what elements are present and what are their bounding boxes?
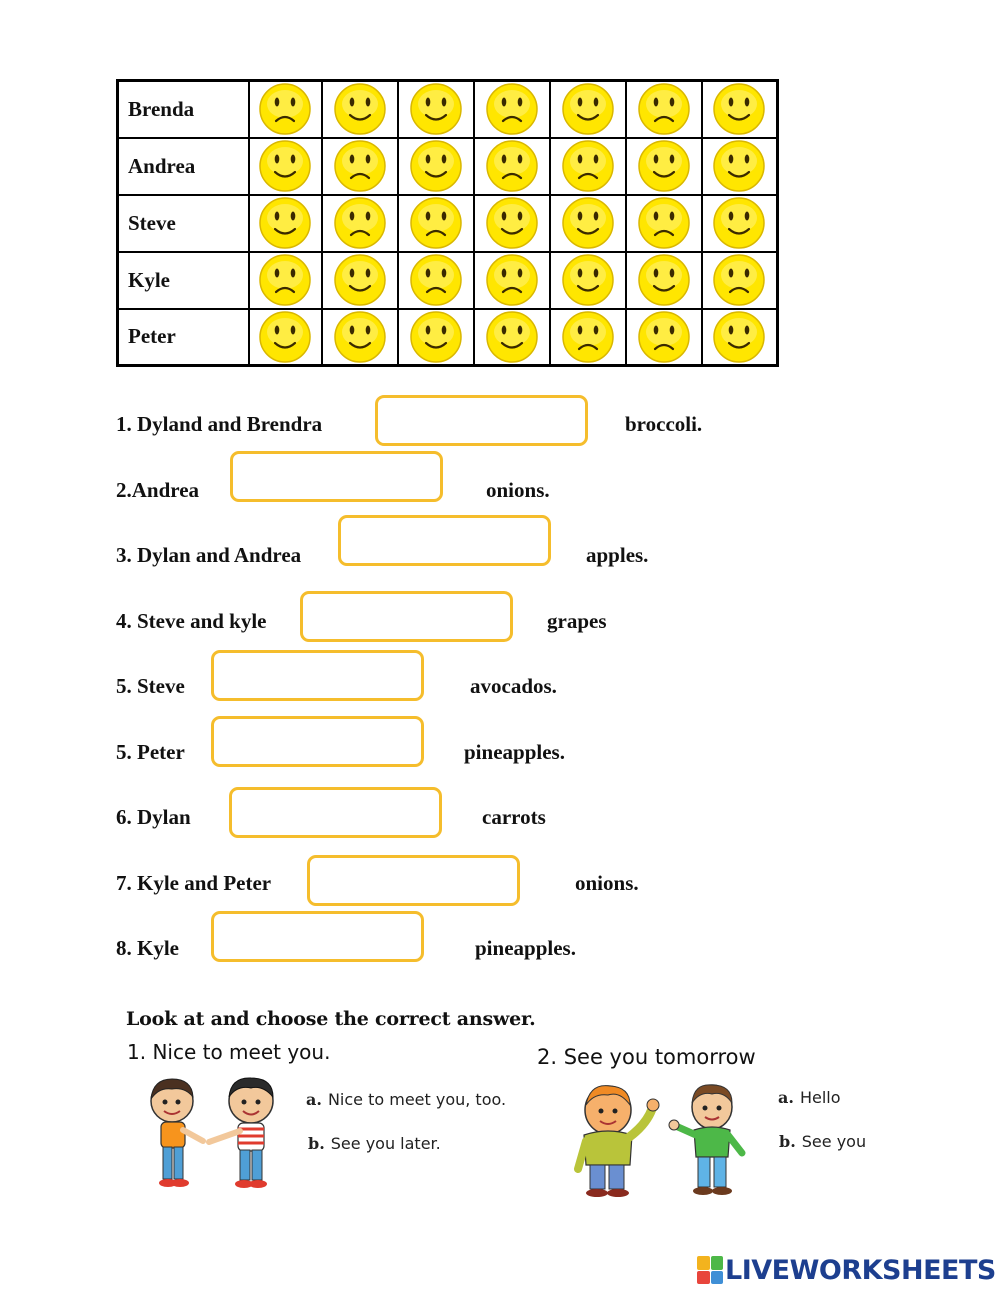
question-8-prefix: 7. Kyle and Peter xyxy=(116,871,272,895)
sad-face-icon xyxy=(333,139,387,193)
liveworksheets-logo[interactable] xyxy=(697,1254,996,1286)
face-cell xyxy=(550,138,626,195)
face-cell xyxy=(702,309,778,366)
sad-face-icon xyxy=(561,139,615,193)
answer-input-4[interactable] xyxy=(300,591,513,642)
face-cell xyxy=(322,252,398,309)
sad-face-icon xyxy=(712,253,766,307)
happy-face-icon xyxy=(712,196,766,250)
table-row xyxy=(118,309,778,366)
happy-face-icon xyxy=(561,82,615,136)
smiley-table xyxy=(116,79,779,367)
option-text: See you later. xyxy=(330,1134,441,1153)
happy-face-icon xyxy=(712,82,766,136)
question-4-suffix: grapes xyxy=(547,609,607,633)
face-cell xyxy=(550,195,626,252)
face-cell xyxy=(322,81,398,138)
question-2-suffix: onions. xyxy=(486,478,550,502)
question-6-prefix: 5. Peter xyxy=(116,740,185,764)
face-cell xyxy=(249,195,322,252)
kids-shaking-hands-illustration xyxy=(145,1075,285,1193)
question-9-suffix: pineapples. xyxy=(475,936,576,960)
sad-face-icon xyxy=(561,310,615,364)
face-cell xyxy=(474,138,550,195)
question-3-suffix: apples. xyxy=(586,543,649,567)
exercise-1-prompt: 1. Nice to meet you. xyxy=(127,1040,331,1064)
face-cell xyxy=(474,81,550,138)
face-cell xyxy=(474,252,550,309)
happy-face-icon xyxy=(333,82,387,136)
happy-face-icon xyxy=(561,196,615,250)
answer-input-3[interactable] xyxy=(338,515,551,566)
happy-face-icon xyxy=(409,310,463,364)
exercise-2-option-a[interactable] xyxy=(778,1088,841,1107)
happy-face-icon xyxy=(712,310,766,364)
answer-input-8[interactable] xyxy=(307,855,520,906)
question-7-suffix: carrots xyxy=(482,805,546,829)
option-text: See you xyxy=(801,1132,867,1151)
face-cell xyxy=(322,309,398,366)
face-cell xyxy=(398,138,474,195)
sad-face-icon xyxy=(485,253,539,307)
exercise-2-prompt: 2. See you tomorrow xyxy=(537,1045,756,1069)
smiley-table-body xyxy=(118,81,778,366)
question-5-prefix: 5. Steve xyxy=(116,674,185,698)
table-row xyxy=(118,138,778,195)
sad-face-icon xyxy=(258,253,312,307)
face-cell xyxy=(626,309,702,366)
option-letter: b. xyxy=(779,1132,796,1151)
kids-waving-illustration xyxy=(570,1083,755,1199)
face-cell xyxy=(249,138,322,195)
happy-face-icon xyxy=(485,310,539,364)
face-cell xyxy=(626,252,702,309)
happy-face-icon xyxy=(409,82,463,136)
student-name: Andrea xyxy=(118,138,249,195)
option-letter: b. xyxy=(308,1134,325,1153)
face-cell xyxy=(702,252,778,309)
sad-face-icon xyxy=(637,82,691,136)
sad-face-icon xyxy=(485,139,539,193)
happy-face-icon xyxy=(485,196,539,250)
answer-input-9[interactable] xyxy=(211,911,424,962)
face-cell xyxy=(398,81,474,138)
logo-square xyxy=(711,1271,724,1285)
happy-face-icon xyxy=(637,139,691,193)
exercise-1-option-a[interactable] xyxy=(306,1090,506,1109)
table-row xyxy=(118,252,778,309)
question-9-prefix: 8. Kyle xyxy=(116,936,179,960)
face-cell xyxy=(702,138,778,195)
answer-input-7[interactable] xyxy=(229,787,442,838)
question-1-suffix: broccoli. xyxy=(625,412,703,436)
face-cell xyxy=(249,252,322,309)
answer-input-5[interactable] xyxy=(211,650,424,701)
face-cell xyxy=(398,252,474,309)
student-name: Kyle xyxy=(118,252,249,309)
face-cell xyxy=(626,195,702,252)
student-name: Brenda xyxy=(118,81,249,138)
happy-face-icon xyxy=(409,139,463,193)
sad-face-icon xyxy=(333,196,387,250)
happy-face-icon xyxy=(258,310,312,364)
option-letter: a. xyxy=(778,1088,794,1107)
happy-face-icon xyxy=(333,310,387,364)
face-cell xyxy=(550,252,626,309)
student-name: Peter xyxy=(118,309,249,366)
question-6-suffix: pineapples. xyxy=(464,740,565,764)
face-cell xyxy=(550,81,626,138)
happy-face-icon xyxy=(258,139,312,193)
logo-square xyxy=(697,1271,710,1285)
question-5-suffix: avocados. xyxy=(470,674,557,698)
happy-face-icon xyxy=(712,139,766,193)
happy-face-icon xyxy=(561,253,615,307)
face-cell xyxy=(322,138,398,195)
question-1-prefix: 1. Dyland and Brendra xyxy=(116,412,323,436)
logo-text: LIVEWORKSHEETS xyxy=(725,1254,996,1286)
face-cell xyxy=(249,81,322,138)
face-cell xyxy=(702,81,778,138)
logo-square xyxy=(697,1256,710,1270)
face-cell xyxy=(474,195,550,252)
question-8-suffix: onions. xyxy=(575,871,639,895)
option-text: Hello xyxy=(799,1088,841,1107)
student-name: Steve xyxy=(118,195,249,252)
sad-face-icon xyxy=(409,253,463,307)
sad-face-icon xyxy=(637,310,691,364)
option-text: Nice to meet you, too. xyxy=(327,1090,507,1109)
answer-input-6[interactable] xyxy=(211,716,424,767)
face-cell xyxy=(322,195,398,252)
logo-square xyxy=(711,1256,724,1270)
logo-icon xyxy=(697,1256,723,1284)
face-cell xyxy=(249,309,322,366)
sad-face-icon xyxy=(485,82,539,136)
question-4-prefix: 4. Steve and kyle xyxy=(116,609,267,633)
question-3-prefix: 3. Dylan and Andrea xyxy=(116,543,302,567)
exercise-1-option-b[interactable] xyxy=(308,1134,441,1153)
face-cell xyxy=(398,309,474,366)
sad-face-icon xyxy=(637,196,691,250)
face-cell xyxy=(626,138,702,195)
happy-face-icon xyxy=(637,253,691,307)
sad-face-icon xyxy=(409,196,463,250)
face-cell xyxy=(474,309,550,366)
answer-input-2[interactable] xyxy=(230,451,443,502)
face-cell xyxy=(702,195,778,252)
exercise-instruction: Look at and choose the correct answer. xyxy=(126,1008,536,1030)
happy-face-icon xyxy=(258,196,312,250)
face-cell xyxy=(550,309,626,366)
table-row xyxy=(118,195,778,252)
question-2-prefix: 2.Andrea xyxy=(116,478,200,502)
question-7-prefix: 6. Dylan xyxy=(116,805,191,829)
answer-input-1[interactable] xyxy=(375,395,588,446)
table-row xyxy=(118,81,778,138)
face-cell xyxy=(398,195,474,252)
happy-face-icon xyxy=(333,253,387,307)
face-cell xyxy=(626,81,702,138)
exercise-2-option-b[interactable] xyxy=(779,1132,866,1151)
sad-face-icon xyxy=(258,82,312,136)
option-letter: a. xyxy=(306,1090,322,1109)
